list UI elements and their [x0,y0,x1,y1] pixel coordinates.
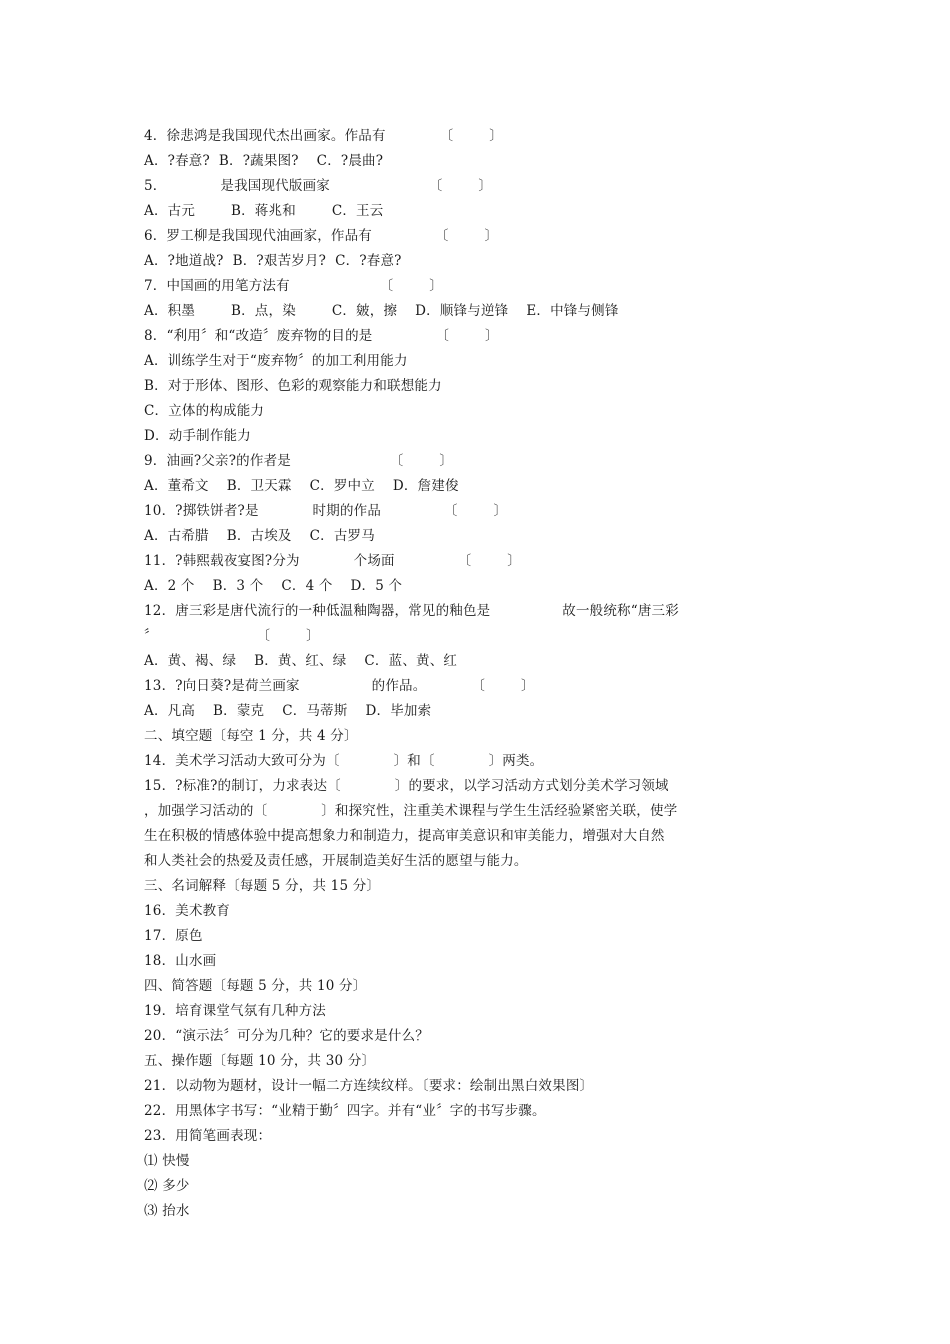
q22-question: 22．用黑体字书写：“业精于勤〞四字。并有“业〞字的书写步骤。 [144,1103,546,1119]
document-page [144,124,704,1224]
section-fill-blank-heading: 二、填空题〔每空 1 分，共 4 分〕 [144,728,358,744]
q11-options: A．2 个 B．3 个 C．4 个 D．5 个 [144,578,403,594]
q8-question: 8．“利用〞和“改造〞废弃物的目的是 〔 〕 [144,328,499,344]
q12-options: A．黄、褐、绿 B．黄、红、绿 C．蓝、黄、红 [144,653,458,669]
q17-term: 17．原色 [144,928,203,944]
section-practical-heading: 五、操作题〔每题 10 分，共 30 分〕 [144,1053,376,1069]
q10-question: 10．?掷铁饼者?是 时期的作品 〔 〕 [144,503,508,519]
q7-options: A．积墨 B．点，染 C．皴，擦 D．顺锋与逆锋 E．中锋与侧锋 [144,303,619,319]
q14-question: 14．美术学习活动大致可分为〔 〕和〔 〕两类。 [144,753,544,769]
q15-question-cont-3: 和人类社会的热爱及责任感，开展制造美好生活的愿望与能力。 [144,853,528,869]
q15-question-cont-1: ，加强学习活动的〔 〕和探究性，注重美术课程与学生生活经验紧密关联，使学 [144,803,678,819]
q8-option-c: C．立体的构成能力 [144,403,265,419]
q16-term: 16．美术教育 [144,903,231,919]
q21-question: 21．以动物为题材，设计一幅二方连续纹样。〔要求：绘制出黑白效果图〕 [144,1078,594,1094]
q12-question-cont: 〞 〔 〕 [144,628,320,644]
q13-question: 13．?向日葵?是荷兰画家 的作品。 〔 〕 [144,678,535,694]
q23-question: 23．用简笔画表现： [144,1128,272,1144]
q8-option-b: B．对于形体、图形、色彩的观察能力和联想能力 [144,378,442,394]
q8-option-d: D．动手制作能力 [144,428,251,444]
q11-question: 11．?韩熙载夜宴图?分为 个场面 〔 〕 [144,553,521,569]
q5-options: A．古元 B．蒋兆和 C．王云 [144,203,384,219]
q18-term: 18．山水画 [144,953,217,969]
q23-item-1: ⑴ 快慢 [144,1153,190,1169]
q19-question: 19．培育课堂气氛有几种方法 [144,1003,326,1019]
q20-question: 20．“演示法〞可分为几种？它的要求是什么？ [144,1028,429,1044]
q5-question: 5． 是我国现代版画家 〔 〕 [144,178,493,194]
q12-question: 12．唐三彩是唐代流行的一种低温釉陶器，常见的釉色是 故一般统称“唐三彩 [144,603,679,619]
q9-options: A．董希文 B．卫天霖 C．罗中立 D．詹建俊 [144,478,459,494]
q23-item-3: ⑶ 抬水 [144,1203,190,1219]
q4-question: 4．徐悲鸿是我国现代杰出画家。作品有 〔 〕 [144,128,503,144]
section-short-answer-heading: 四、简答题〔每题 5 分，共 10 分〕 [144,978,367,994]
q15-question-cont-2: 生在积极的情感体验中提高想象力和制造力，提高审美意识和审美能力，增强对大自然 [144,828,665,844]
q13-options: A．凡高 B．蒙克 C．马蒂斯 D．毕加索 [144,703,432,719]
q23-item-2: ⑵ 多少 [144,1178,190,1194]
q8-option-a: A．训练学生对于“废弃物〞的加工利用能力 [144,353,408,369]
q7-question: 7．中国画的用笔方法有 〔 〕 [144,278,443,294]
q4-options: A．?春意? B．?蔬果图? C．?晨曲? [144,153,384,169]
section-terms-heading: 三、名词解释〔每题 5 分，共 15 分〕 [144,878,381,894]
q9-question: 9．油画?父亲?的作者是 〔 〕 [144,453,454,469]
q6-options: A．?地道战? B．?艰苦岁月? C．?春意? [144,253,402,269]
q6-question: 6．罗工柳是我国现代油画家，作品有 〔 〕 [144,228,499,244]
q15-question: 15．?标准?的制订，力求表达〔 〕的要求，以学习活动方式划分美术学习领域 [144,778,669,794]
q10-options: A．古希腊 B．古埃及 C．古罗马 [144,528,375,544]
